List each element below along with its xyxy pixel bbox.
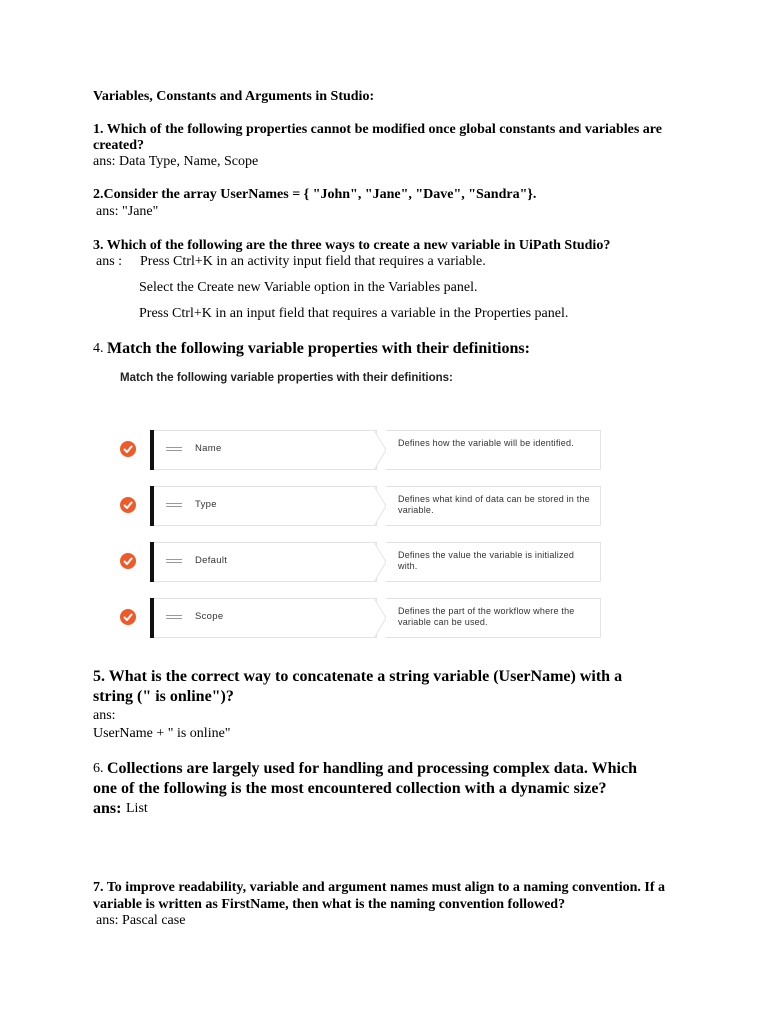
drag-handle-icon [166, 615, 182, 621]
q4-number: 4. [93, 341, 104, 356]
definition-text: Defines what kind of data can be stored in the variable. [398, 494, 590, 515]
q3-answer-label: ans : [96, 254, 123, 269]
drag-handle-icon [166, 559, 182, 565]
term-label: Default [195, 555, 228, 566]
checkmark-icon [120, 609, 136, 625]
drag-handle-icon [166, 503, 182, 509]
q7-question-line2: variable is written as FirstName, then what is the naming convention followed? [93, 897, 566, 912]
term-label: Scope [195, 611, 224, 622]
quiz-row [108, 430, 608, 470]
matching-quiz-image [108, 364, 608, 644]
checkmark-icon [120, 441, 136, 457]
definition-card [386, 598, 601, 638]
q5-question-line2: string (" is online")? [93, 688, 234, 705]
definition-card [386, 486, 601, 526]
q1-answer: ans: Data Type, Name, Scope [93, 154, 259, 169]
quiz-row [108, 542, 608, 582]
q6-answer: List [126, 801, 148, 816]
q2-question: 2.Consider the array UserNames = { "John", "Jane", "Dave", "Sandra"}. [93, 187, 537, 202]
drag-handle-icon [166, 447, 182, 453]
q2-answer: ans: "Jane" [96, 204, 159, 219]
definition-card [386, 542, 601, 582]
page-heading: Variables, Constants and Arguments in Studio: [93, 89, 375, 104]
checkmark-icon [120, 553, 136, 569]
term-card [154, 486, 377, 526]
term-label: Type [195, 499, 217, 510]
q3-answer-2: Select the Create new Variable option in the Variables panel. [139, 280, 478, 295]
q5-answer: UserName + " is online" [93, 726, 231, 741]
term-card [154, 542, 377, 582]
definition-text: Defines how the variable will be identified. [398, 438, 574, 448]
q6-number: 6. [93, 761, 104, 776]
q6-question-line1: Collections are largely used for handling and processing complex data. Which [107, 760, 637, 777]
definition-card [386, 430, 601, 470]
term-card [154, 598, 377, 638]
q1-question-line2: created? [93, 138, 145, 153]
definition-text: Defines the part of the workflow where the variable can be used. [398, 606, 575, 627]
definition-text: Defines the value the variable is initialized with. [398, 550, 575, 571]
quiz-row [108, 486, 608, 526]
q6-question-line2: one of the following is the most encountered collection with a dynamic size? [93, 780, 607, 797]
term-label: Name [195, 443, 222, 454]
checkmark-icon [120, 497, 136, 513]
q5-answer-label: ans: [93, 708, 116, 723]
q6-answer-label: ans: [93, 800, 122, 817]
q3-answer-3: Press Ctrl+K in an input field that requires a variable in the Properties panel. [139, 306, 569, 321]
term-card [154, 430, 377, 470]
quiz-row [108, 598, 608, 638]
q5-question-line1: 5. What is the correct way to concatenate a string variable (UserName) with a [93, 668, 623, 685]
q3-answer-1: Press Ctrl+K in an activity input field that requires a variable. [140, 254, 486, 269]
q7-answer: ans: Pascal case [96, 913, 186, 928]
q3-question: 3. Which of the following are the three ways to create a new variable in UiPath Studio? [93, 238, 611, 253]
q4-question: Match the following variable properties with their definitions: [107, 340, 530, 357]
q1-question-line1: 1. Which of the following properties cannot be modified once global constants and variables are [93, 122, 662, 137]
quiz-title: Match the following variable properties with their definitions: [120, 372, 453, 384]
q7-question-line1: 7. To improve readability, variable and argument names must align to a naming convention. If a [93, 880, 665, 895]
